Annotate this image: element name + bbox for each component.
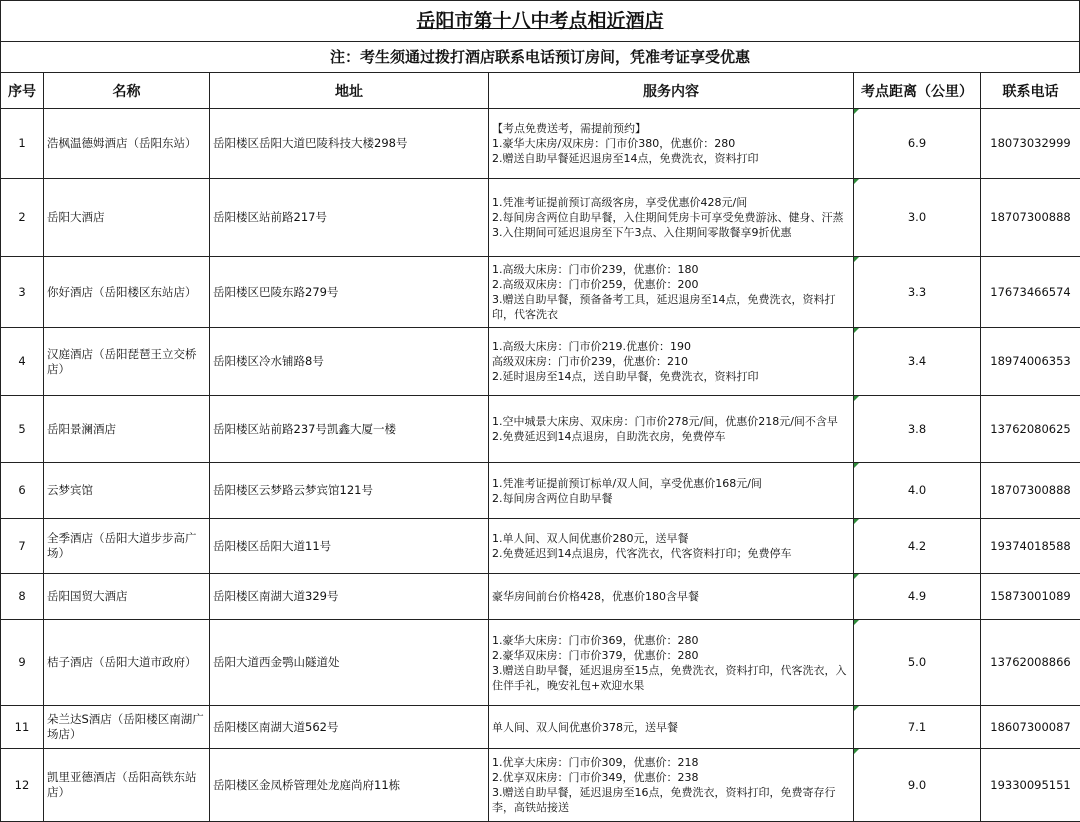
hotel-address: 岳阳大道西金鹗山隧道处: [210, 620, 489, 706]
service-line: 1.空中城景大床房、双床房：门市价278元/间，优惠价218元/间不含早: [492, 415, 838, 428]
hotel-distance: 6.9: [854, 109, 981, 179]
hotel-distance: 4.2: [854, 519, 981, 574]
service-line: 1.豪华大床房：门市价369，优惠价：280: [492, 633, 699, 647]
header-row: [1, 73, 1080, 109]
hotel-distance: 3.8: [854, 396, 981, 463]
row-number: 8: [1, 574, 44, 620]
hotel-name: 朵兰达S酒店（岳阳楼区南湖广场店）: [44, 706, 210, 749]
hotel-distance: 5.0: [854, 620, 981, 706]
service-line: 2.优享双床房：门市价349，优惠价：238: [492, 771, 699, 784]
service-line: 1.优享大床房：门市价309，优惠价：218: [492, 756, 699, 769]
hotel-distance: 3.3: [854, 257, 981, 328]
hotel-phone: 17673466574: [981, 257, 1080, 328]
table-row: [1, 179, 1080, 257]
row-number: 6: [1, 463, 44, 519]
hotel-name: 桔子酒店（岳阳大道市政府）: [44, 620, 210, 706]
table-row: [1, 749, 1080, 822]
hotel-distance: 3.4: [854, 328, 981, 396]
row-number: 1: [1, 109, 44, 179]
header-service: 服务内容: [489, 73, 854, 109]
hotel-service: [489, 257, 854, 328]
header-distance: 考点距离（公里）: [854, 73, 981, 109]
hotel-name: 岳阳国贸大酒店: [44, 574, 210, 620]
service-line: 2.豪华双床房：门市价379，优惠价：280: [492, 648, 699, 662]
service-line: 1.高级大床房：门市价219.优惠价：190: [492, 340, 691, 353]
hotel-distance: 9.0: [854, 749, 981, 822]
hotel-phone: 19330095151: [981, 749, 1080, 822]
hotel-name: 浩枫温德姆酒店（岳阳东站）: [44, 109, 210, 179]
hotel-service: [489, 396, 854, 463]
hotel-address: 岳阳楼区金凤桥管理处龙庭尚府11栋: [210, 749, 489, 822]
service-line: 2.延时退房至14点，送自助早餐，免费洗衣，资料打印: [492, 370, 759, 383]
row-number: 12: [1, 749, 44, 822]
hotel-phone: 13762080625: [981, 396, 1080, 463]
service-line: 1.凭准考证提前预订标单/双人间，享受优惠价168元/间: [492, 476, 762, 490]
hotel-name: 岳阳大酒店: [44, 179, 210, 257]
hotel-phone: 18073032999: [981, 109, 1080, 179]
header-phone: 联系电话: [981, 73, 1080, 109]
hotel-service: [489, 620, 854, 706]
service-line: 1.豪华大床房/双床房：门市价380，优惠价：280: [492, 137, 736, 150]
hotel-name: 你好酒店（岳阳楼区东站店）: [44, 257, 210, 328]
hotel-table: [0, 72, 1080, 822]
table-row: [1, 463, 1080, 519]
hotel-phone: 18974006353: [981, 328, 1080, 396]
hotel-name: 全季酒店（岳阳大道步步高广场）: [44, 519, 210, 574]
hotel-address: 岳阳楼区站前路237号凯鑫大厦一楼: [210, 396, 489, 463]
hotel-phone: 18707300888: [981, 179, 1080, 257]
hotel-name: 凯里亚德酒店（岳阳高铁东站店）: [44, 749, 210, 822]
sheet-title: 岳阳市第十八中考点相近酒店: [0, 0, 1080, 41]
hotel-address: 岳阳楼区南湖大道562号: [210, 706, 489, 749]
table-row: [1, 396, 1080, 463]
service-line: 2.每间房含两位自助早餐，入住期间凭房卡可享受免费游泳、健身、汗蒸: [492, 211, 844, 224]
hotel-service: [489, 519, 854, 574]
hotel-service: [489, 109, 854, 179]
service-line: 【考点免费送考，需提前预约】: [492, 122, 646, 135]
hotel-distance: 7.1: [854, 706, 981, 749]
table-row: [1, 574, 1080, 620]
service-line: 1.单人间、双人间优惠价280元，送早餐: [492, 532, 689, 545]
table-body: [1, 109, 1080, 822]
service-line: 2.赠送自助早餐延迟退房至14点，免费洗衣，资料打印: [492, 152, 759, 165]
hotel-address: 岳阳楼区岳阳大道11号: [210, 519, 489, 574]
service-line: 2.免费延迟到14点退房，代客洗衣，代客资料打印；免费停车: [492, 547, 792, 560]
service-line: 2.高级双床房：门市价259，优惠价：200: [492, 278, 699, 291]
header-address: 地址: [210, 73, 489, 109]
service-line: 3.赠送自助早餐，延迟退房至15点，免费洗衣，资料打印，代客洗衣，入住伴手礼，晚安礼包+欢迎水果: [492, 663, 847, 692]
hotel-phone: 18607300087: [981, 706, 1080, 749]
service-line: 3.赠送自助早餐，预备备考工具，延迟退房至14点，免费洗衣，资料打印，代客洗衣: [492, 293, 836, 321]
row-number: 11: [1, 706, 44, 749]
hotel-address: 岳阳楼区站前路217号: [210, 179, 489, 257]
hotel-phone: 19374018588: [981, 519, 1080, 574]
hotel-address: 岳阳楼区南湖大道329号: [210, 574, 489, 620]
row-number: 5: [1, 396, 44, 463]
hotel-phone: 18707300888: [981, 463, 1080, 519]
table-row: [1, 620, 1080, 706]
service-line: 高级双床房：门市价239，优惠价：210: [492, 355, 688, 368]
hotel-name: 云梦宾馆: [44, 463, 210, 519]
hotel-address: 岳阳楼区巴陵东路279号: [210, 257, 489, 328]
service-line: 1.高级大床房：门市价239，优惠价：180: [492, 263, 699, 276]
hotel-service: [489, 328, 854, 396]
row-number: 9: [1, 620, 44, 706]
row-number: 4: [1, 328, 44, 396]
table-row: [1, 706, 1080, 749]
table-row: [1, 257, 1080, 328]
service-line: 3.赠送自助早餐，延迟退房至16点，免费洗衣，资料打印，免费寄存行李，高铁站接送: [492, 786, 836, 814]
hotel-address: 岳阳楼区云梦路云梦宾馆121号: [210, 463, 489, 519]
hotel-address: 岳阳楼区冷水铺路8号: [210, 328, 489, 396]
hotel-phone: 13762008866: [981, 620, 1080, 706]
hotel-distance: 3.0: [854, 179, 981, 257]
table-row: [1, 519, 1080, 574]
service-line: 2.每间房含两位自助早餐: [492, 491, 613, 505]
service-line: 单人间、双人间优惠价378元，送早餐: [492, 720, 678, 734]
table-row: [1, 328, 1080, 396]
service-line: 3.入住期间可延迟退房至下午3点、入住期间零散餐享9折优惠: [492, 226, 792, 239]
service-line: 1.凭准考证提前预订高级客房，享受优惠价428元/间: [492, 196, 748, 209]
header-name: 名称: [44, 73, 210, 109]
header-no: 序号: [1, 73, 44, 109]
hotel-service: [489, 179, 854, 257]
row-number: 2: [1, 179, 44, 257]
table-row: [1, 109, 1080, 179]
row-number: 7: [1, 519, 44, 574]
hotel-phone: 15873001089: [981, 574, 1080, 620]
hotel-name: 汉庭酒店（岳阳琵琶王立交桥店）: [44, 328, 210, 396]
hotel-name: 岳阳景澜酒店: [44, 396, 210, 463]
hotel-service: [489, 463, 854, 519]
hotel-service: [489, 706, 854, 749]
service-line: 2.免费延迟到14点退房，自助洗衣房，免费停车: [492, 430, 726, 443]
hotel-service: [489, 574, 854, 620]
hotel-address: 岳阳楼区岳阳大道巴陵科技大楼298号: [210, 109, 489, 179]
row-number: 3: [1, 257, 44, 328]
sheet-note: 注：考生须通过拨打酒店联系电话预订房间，凭准考证享受优惠: [0, 41, 1080, 72]
hotel-distance: 4.9: [854, 574, 981, 620]
service-line: 豪华房间前台价格428，优惠价180含早餐: [492, 590, 699, 603]
hotel-distance: 4.0: [854, 463, 981, 519]
hotel-service: [489, 749, 854, 822]
